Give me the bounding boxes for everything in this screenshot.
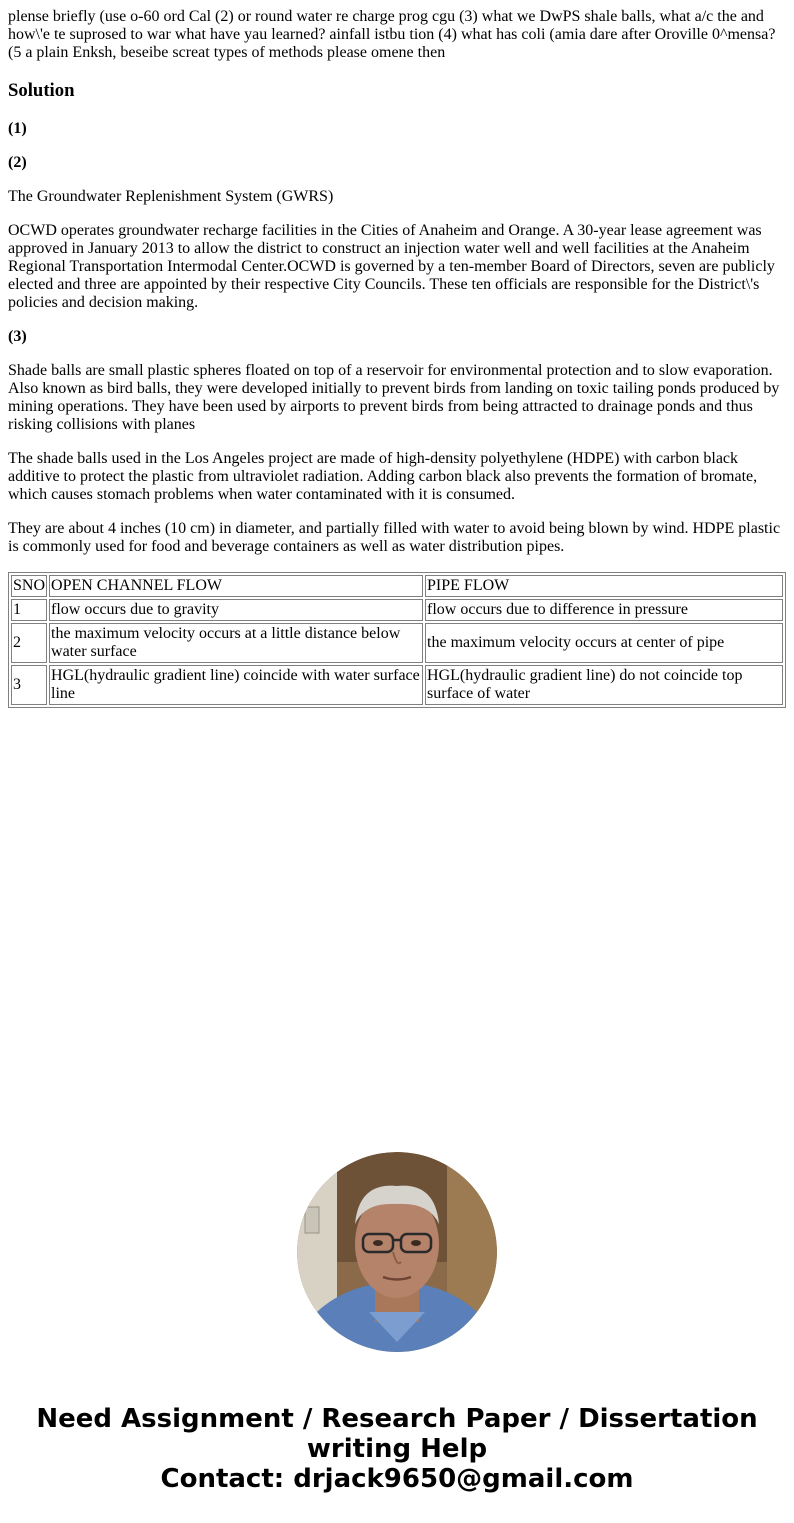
row-2-pipe: the maximum velocity occurs at center of pipe [425,623,783,663]
row-1-open-channel: flow occurs due to gravity [49,599,423,621]
shade-balls-paragraph-2: The shade balls used in the Los Angeles project are made of high-density polyethylene (HDPE) with carbon black additive to protect the plastic from ultraviolet radiation. Adding carbon black also prevents the formation of bromate, which causes stomach problems when water contaminated with it is consumed. [8,450,758,503]
solution-heading: Solution [8,80,75,101]
table-row [11,665,783,705]
part-2-label: (2) [8,154,27,171]
header-open-channel-flow: OPEN CHANNEL FLOW [49,575,423,597]
row-1-sno: 1 [11,599,47,621]
header-sno: SNO [11,575,47,597]
part-1-label: (1) [8,120,27,137]
shade-balls-paragraph-1: Shade balls are small plastic spheres floated on top of a reservoir for environmental protection and to slow evaporation. Also known as bird balls, they were developed initially to prevent birds from landing on toxic tailing ponds produced by mining operations. They have been used by airports to prevent birds from being attracted to drainage ponds and thus risking collisions with planes [8,362,780,433]
shade-balls-paragraph-3: They are about 4 inches (10 cm) in diameter, and partially filled with water to avoid being blown by wind. HDPE plastic is commonly used for food and beverage containers as well as water distribution pipes. [8,520,781,555]
part-3-label: (3) [8,328,27,345]
header-pipe-flow: PIPE FLOW [425,575,783,597]
table-row [11,623,783,663]
contact-banner [0,1404,794,1494]
row-3-pipe: HGL(hydraulic gradient line) do not coincide top surface of water [425,665,783,705]
table-header-row [11,575,783,597]
author-avatar [297,1152,497,1352]
question-text: plense briefly (use o-60 ord Cal (2) or round water re charge prog cgu (3) what we DwPS shale balls, what a/c the and how\'e te suprosed to war what have yau learned? ainfall istbu tion (4) what has coli (amia dare after Oroville 0^mensa? (5 a plain Enksh, beseibe screat types of methods please omene then [8,8,776,61]
document-body [0,0,794,708]
row-3-sno: 3 [11,665,47,705]
author-photo-section [0,1152,794,1352]
gwrs-title: The Groundwater Replenishment System (GWRS) [8,188,334,205]
row-1-pipe: flow occurs due to difference in pressure [425,599,783,621]
gwrs-body: OCWD operates groundwater recharge facilities in the Cities of Anaheim and Orange. A 30-year lease agreement was approved in January 2013 to allow the district to construct an injection water well and well facilities at the Anaheim Regional Transportation Intermodal Center.OCWD is governed by a ten-member Board of Directors, seven are publicly elected and three are appointed by their respective City Councils. These ten officials are responsible for the District\'s policies and decision making. [8,222,775,311]
row-2-sno: 2 [11,623,47,663]
row-3-open-channel: HGL(hydraulic gradient line) coincide with water surface line [49,665,423,705]
row-2-open-channel: the maximum velocity occurs at a little distance below water surface [49,623,423,663]
banner-contact-email: Contact: drjack9650@gmail.com [160,1464,634,1494]
table-row [11,599,783,621]
banner-line-2: writing Help [306,1434,488,1464]
banner-line-1: Need Assignment / Research Paper / Dissertation [36,1404,758,1434]
flow-comparison-table [8,572,786,708]
